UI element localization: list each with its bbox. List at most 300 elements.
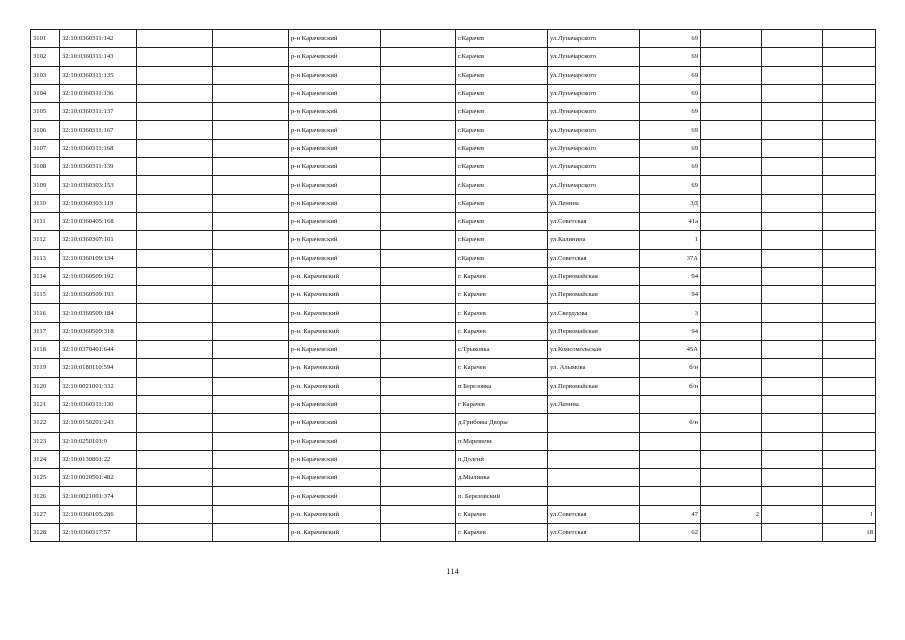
house-number-cell: 37А: [640, 249, 701, 267]
empty-cell: [213, 249, 289, 267]
locality-cell: д.Грибовы Дворы: [456, 414, 548, 432]
empty-cell: [762, 212, 823, 230]
cadastral-number-cell: 32:10:0360311:135: [60, 66, 137, 84]
value-cell: [823, 286, 876, 304]
locality-cell: г. Карачев: [456, 267, 548, 285]
street-cell: [548, 469, 640, 487]
empty-cell: [137, 487, 213, 505]
value-cell: [701, 524, 762, 542]
empty-cell: [381, 267, 456, 285]
house-number-cell: [640, 432, 701, 450]
street-cell: ул.Луначарского: [548, 66, 640, 84]
empty-cell: [381, 487, 456, 505]
locality-cell: п.Маревичи: [456, 432, 548, 450]
house-number-cell: [640, 487, 701, 505]
row-number-cell: 3121: [31, 395, 60, 413]
row-number-cell: 3106: [31, 121, 60, 139]
empty-cell: [213, 487, 289, 505]
cadastral-number-cell: 32:10:0360303:153: [60, 176, 137, 194]
value-cell: [701, 194, 762, 212]
value-cell: [823, 30, 876, 48]
street-cell: ул.Ленина: [548, 194, 640, 212]
district-cell: р-н Карачевский: [289, 139, 381, 157]
table-row: [31, 103, 876, 121]
locality-cell: д.Мылинка: [456, 469, 548, 487]
cadastral-number-cell: 32:10:0360311:136: [60, 84, 137, 102]
empty-cell: [762, 103, 823, 121]
empty-cell: [762, 158, 823, 176]
row-number-cell: 3108: [31, 158, 60, 176]
house-number-cell: 69: [640, 84, 701, 102]
street-cell: ул.Советская: [548, 524, 640, 542]
table-body: [31, 30, 876, 542]
row-number-cell: 3125: [31, 469, 60, 487]
empty-cell: [137, 469, 213, 487]
house-number-cell: 1: [640, 231, 701, 249]
empty-cell: [137, 304, 213, 322]
value-cell: [701, 286, 762, 304]
value-cell: [701, 121, 762, 139]
page-number: 114: [446, 566, 459, 576]
cadastral-number-cell: 32:10:0360109:134: [60, 249, 137, 267]
row-number-cell: 3109: [31, 176, 60, 194]
table-row: [31, 377, 876, 395]
locality-cell: с.Трыковка: [456, 341, 548, 359]
house-number-cell: 69: [640, 176, 701, 194]
empty-cell: [213, 194, 289, 212]
table-row: [31, 267, 876, 285]
empty-cell: [381, 30, 456, 48]
district-cell: р-н Карачевский: [289, 395, 381, 413]
value-cell: [701, 48, 762, 66]
empty-cell: [213, 432, 289, 450]
cadastral-number-cell: 32:10:0021001:332: [60, 377, 137, 395]
table-row: [31, 48, 876, 66]
table-row: [31, 469, 876, 487]
empty-cell: [137, 450, 213, 468]
value-cell: [823, 66, 876, 84]
empty-cell: [762, 139, 823, 157]
value-cell: [701, 395, 762, 413]
table-row: [31, 414, 876, 432]
empty-cell: [381, 194, 456, 212]
value-cell: [823, 48, 876, 66]
empty-cell: [762, 341, 823, 359]
value-cell: [823, 450, 876, 468]
locality-cell: г.Карачев: [456, 48, 548, 66]
house-number-cell: [640, 450, 701, 468]
table-row: [31, 231, 876, 249]
value-cell: [701, 487, 762, 505]
value-cell: [823, 194, 876, 212]
locality-cell: г.Карачев: [456, 158, 548, 176]
district-cell: р-н. Карачевский: [289, 524, 381, 542]
value-cell: [823, 84, 876, 102]
district-cell: р-н. Карачевский: [289, 267, 381, 285]
cadastral-number-cell: 32:10:0360311:143: [60, 48, 137, 66]
value-cell: [701, 30, 762, 48]
locality-cell: г.Карачев: [456, 84, 548, 102]
street-cell: ул.Луначарского: [548, 84, 640, 102]
row-number-cell: 3115: [31, 286, 60, 304]
empty-cell: [762, 304, 823, 322]
empty-cell: [381, 450, 456, 468]
empty-cell: [381, 377, 456, 395]
locality-cell: г Карачев: [456, 395, 548, 413]
house-number-cell: б/н: [640, 359, 701, 377]
table-row: [31, 212, 876, 230]
locality-cell: г.Карачев: [456, 103, 548, 121]
district-cell: р-н Карачевский: [289, 30, 381, 48]
empty-cell: [137, 286, 213, 304]
district-cell: р-н Карачевский: [289, 341, 381, 359]
empty-cell: [381, 414, 456, 432]
value-cell: [823, 121, 876, 139]
row-number-cell: 3116: [31, 304, 60, 322]
value-cell: [823, 322, 876, 340]
district-cell: р-н Карачевский: [289, 176, 381, 194]
district-cell: р-н Карачевский: [289, 194, 381, 212]
cadastral-number-cell: 32:10:0021001:374: [60, 487, 137, 505]
row-number-cell: 3111: [31, 212, 60, 230]
empty-cell: [137, 359, 213, 377]
empty-cell: [762, 66, 823, 84]
street-cell: ул.Комсомольская: [548, 341, 640, 359]
house-number-cell: 3Д: [640, 194, 701, 212]
empty-cell: [762, 249, 823, 267]
row-number-cell: 3114: [31, 267, 60, 285]
house-number-cell: 69: [640, 103, 701, 121]
empty-cell: [137, 377, 213, 395]
locality-cell: г.Карачев: [456, 249, 548, 267]
house-number-cell: 69: [640, 121, 701, 139]
empty-cell: [213, 176, 289, 194]
empty-cell: [381, 341, 456, 359]
table-row: [31, 176, 876, 194]
cadastral-number-cell: 32:10:0360317:57: [60, 524, 137, 542]
value-cell: [823, 469, 876, 487]
empty-cell: [213, 158, 289, 176]
house-number-cell: 94: [640, 267, 701, 285]
empty-cell: [213, 139, 289, 157]
empty-cell: [762, 30, 823, 48]
empty-cell: [381, 212, 456, 230]
street-cell: ул.Луначарского: [548, 176, 640, 194]
row-number-cell: 3119: [31, 359, 60, 377]
value-cell: [701, 158, 762, 176]
table-row: [31, 341, 876, 359]
street-cell: ул.Советская: [548, 249, 640, 267]
empty-cell: [381, 304, 456, 322]
house-number-cell: б/н: [640, 377, 701, 395]
empty-cell: [762, 231, 823, 249]
empty-cell: [762, 176, 823, 194]
locality-cell: г.Карачев: [456, 176, 548, 194]
cadastral-number-cell: 32:10:0360311:168: [60, 139, 137, 157]
cadastral-number-cell: 32:10:0250101:9: [60, 432, 137, 450]
empty-cell: [762, 84, 823, 102]
house-number-cell: б/н: [640, 414, 701, 432]
cadastral-number-cell: 32:10:0370401:644: [60, 341, 137, 359]
cadastral-number-cell: 32:10:0360105:286: [60, 505, 137, 523]
locality-cell: г. Карачев: [456, 359, 548, 377]
value-cell: [823, 176, 876, 194]
empty-cell: [213, 414, 289, 432]
empty-cell: [137, 341, 213, 359]
value-cell: 18: [823, 524, 876, 542]
empty-cell: [213, 304, 289, 322]
locality-cell: г. Карачев: [456, 524, 548, 542]
empty-cell: [762, 121, 823, 139]
district-cell: р-н Карачевский: [289, 121, 381, 139]
table-row: [31, 322, 876, 340]
row-number-cell: 3122: [31, 414, 60, 432]
district-cell: р-н Карачевский: [289, 212, 381, 230]
value-cell: [701, 84, 762, 102]
table-row: [31, 359, 876, 377]
street-cell: ул.Советская: [548, 505, 640, 523]
district-cell: р-н. Карачевский: [289, 377, 381, 395]
row-number-cell: 3118: [31, 341, 60, 359]
row-number-cell: 3126: [31, 487, 60, 505]
empty-cell: [381, 121, 456, 139]
cadastral-number-cell: 32:10:0180110:594: [60, 359, 137, 377]
empty-cell: [381, 249, 456, 267]
street-cell: ул.Первомайская: [548, 267, 640, 285]
empty-cell: [213, 450, 289, 468]
street-cell: ул.Луначарского: [548, 158, 640, 176]
table-row: [31, 450, 876, 468]
value-cell: [701, 359, 762, 377]
empty-cell: [762, 524, 823, 542]
empty-cell: [137, 395, 213, 413]
value-cell: [701, 176, 762, 194]
empty-cell: [137, 322, 213, 340]
street-cell: ул.Советская: [548, 212, 640, 230]
empty-cell: [213, 341, 289, 359]
street-cell: [548, 450, 640, 468]
value-cell: [823, 139, 876, 157]
empty-cell: [213, 286, 289, 304]
cadastral-number-cell: 32:10:0020501:482: [60, 469, 137, 487]
locality-cell: п.Долгий: [456, 450, 548, 468]
empty-cell: [213, 524, 289, 542]
house-number-cell: 47: [640, 505, 701, 523]
row-number-cell: 3113: [31, 249, 60, 267]
empty-cell: [381, 84, 456, 102]
district-cell: р-н Карачевский: [289, 414, 381, 432]
empty-cell: [381, 432, 456, 450]
house-number-cell: 69: [640, 30, 701, 48]
street-cell: ул.Первомайская: [548, 322, 640, 340]
district-cell: р-н. Карачевский: [289, 304, 381, 322]
row-number-cell: 3110: [31, 194, 60, 212]
value-cell: [701, 450, 762, 468]
cadastral-number-cell: 32:10:0360509:184: [60, 304, 137, 322]
district-cell: р-н. Карачевский: [289, 359, 381, 377]
cadastral-number-cell: 32:10:0130801:22: [60, 450, 137, 468]
row-number-cell: 3102: [31, 48, 60, 66]
district-cell: р-н. Карачевский: [289, 286, 381, 304]
empty-cell: [381, 48, 456, 66]
value-cell: [701, 414, 762, 432]
house-number-cell: 69: [640, 66, 701, 84]
empty-cell: [213, 395, 289, 413]
empty-cell: [213, 231, 289, 249]
table-row: [31, 505, 876, 523]
table-row: [31, 286, 876, 304]
value-cell: 2: [701, 505, 762, 523]
district-cell: р-н Карачевский: [289, 84, 381, 102]
locality-cell: г.Карачев: [456, 121, 548, 139]
house-number-cell: 62: [640, 524, 701, 542]
value-cell: [823, 212, 876, 230]
empty-cell: [137, 414, 213, 432]
value-cell: [823, 249, 876, 267]
row-number-cell: 3127: [31, 505, 60, 523]
empty-cell: [381, 359, 456, 377]
district-cell: р-н Карачевский: [289, 158, 381, 176]
empty-cell: [213, 377, 289, 395]
empty-cell: [213, 48, 289, 66]
locality-cell: г.Карачев: [456, 30, 548, 48]
cadastral-number-cell: 32:10:0360311:142: [60, 30, 137, 48]
empty-cell: [381, 395, 456, 413]
locality-cell: г.Карачев: [456, 231, 548, 249]
empty-cell: [381, 103, 456, 121]
value-cell: 1: [823, 505, 876, 523]
empty-cell: [381, 66, 456, 84]
empty-cell: [762, 450, 823, 468]
house-number-cell: 69: [640, 139, 701, 157]
empty-cell: [762, 48, 823, 66]
house-number-cell: 69: [640, 48, 701, 66]
street-cell: ул. Алымова: [548, 359, 640, 377]
street-cell: [548, 487, 640, 505]
value-cell: [701, 469, 762, 487]
table-row: [31, 158, 876, 176]
cadastral-number-cell: 32:10:0360303:119: [60, 194, 137, 212]
empty-cell: [137, 176, 213, 194]
empty-cell: [137, 432, 213, 450]
value-cell: [823, 377, 876, 395]
table-row: [31, 304, 876, 322]
empty-cell: [762, 267, 823, 285]
empty-cell: [381, 231, 456, 249]
street-cell: ул.Луначарского: [548, 139, 640, 157]
value-cell: [823, 432, 876, 450]
empty-cell: [137, 267, 213, 285]
table-row: [31, 139, 876, 157]
value-cell: [701, 304, 762, 322]
empty-cell: [762, 432, 823, 450]
empty-cell: [137, 158, 213, 176]
locality-cell: г.Карачев: [456, 212, 548, 230]
district-cell: р-н Карачевский: [289, 487, 381, 505]
street-cell: ул.Ленина: [548, 395, 640, 413]
value-cell: [701, 249, 762, 267]
empty-cell: [762, 286, 823, 304]
house-number-cell: [640, 469, 701, 487]
street-cell: ул.Луначарского: [548, 103, 640, 121]
street-cell: ул.Первомайская: [548, 286, 640, 304]
house-number-cell: 94: [640, 322, 701, 340]
value-cell: [823, 103, 876, 121]
locality-cell: г.Карачев: [456, 66, 548, 84]
house-number-cell: 69: [640, 158, 701, 176]
table-row: [31, 395, 876, 413]
locality-cell: п Березовка: [456, 377, 548, 395]
locality-cell: г. Карачев: [456, 505, 548, 523]
empty-cell: [213, 66, 289, 84]
house-number-cell: 45А: [640, 341, 701, 359]
empty-cell: [762, 414, 823, 432]
cadastral-number-cell: 32:10:0360509:192: [60, 267, 137, 285]
empty-cell: [213, 84, 289, 102]
empty-cell: [213, 505, 289, 523]
row-number-cell: 3124: [31, 450, 60, 468]
district-cell: р-н. Карачевский: [289, 505, 381, 523]
empty-cell: [762, 505, 823, 523]
empty-cell: [213, 322, 289, 340]
street-cell: ул.Первомайская: [548, 377, 640, 395]
street-cell: [548, 414, 640, 432]
street-cell: ул.Луначарского: [548, 121, 640, 139]
value-cell: [823, 304, 876, 322]
value-cell: [701, 103, 762, 121]
value-cell: [823, 267, 876, 285]
cadastral-number-cell: 32:10:0360307:101: [60, 231, 137, 249]
locality-cell: г.Карачев: [456, 194, 548, 212]
table-row: [31, 487, 876, 505]
empty-cell: [213, 267, 289, 285]
empty-cell: [137, 103, 213, 121]
empty-cell: [762, 487, 823, 505]
empty-cell: [381, 524, 456, 542]
empty-cell: [137, 139, 213, 157]
empty-cell: [137, 48, 213, 66]
street-cell: ул.Луначарского: [548, 30, 640, 48]
house-number-cell: [640, 395, 701, 413]
value-cell: [823, 231, 876, 249]
locality-cell: п. Березовский: [456, 487, 548, 505]
cadastral-number-cell: 32:10:0360509:318: [60, 322, 137, 340]
house-number-cell: 41а: [640, 212, 701, 230]
empty-cell: [137, 30, 213, 48]
cadastral-number-cell: 32:10:0150201:243: [60, 414, 137, 432]
table-row: [31, 84, 876, 102]
street-cell: ул.Калинина: [548, 231, 640, 249]
row-number-cell: 3105: [31, 103, 60, 121]
house-number-cell: 3: [640, 304, 701, 322]
district-cell: р-н Карачевский: [289, 469, 381, 487]
house-number-cell: 94: [640, 286, 701, 304]
value-cell: [823, 487, 876, 505]
district-cell: р-н Карачевский: [289, 249, 381, 267]
empty-cell: [762, 194, 823, 212]
table-row: [31, 66, 876, 84]
row-number-cell: 3128: [31, 524, 60, 542]
row-number-cell: 3112: [31, 231, 60, 249]
value-cell: [701, 231, 762, 249]
empty-cell: [381, 469, 456, 487]
table-row: [31, 249, 876, 267]
locality-cell: г.Карачев: [456, 139, 548, 157]
row-number-cell: 3101: [31, 30, 60, 48]
cadastral-number-cell: 32:10:0360311:137: [60, 103, 137, 121]
locality-cell: г. Карачев: [456, 322, 548, 340]
value-cell: [823, 359, 876, 377]
